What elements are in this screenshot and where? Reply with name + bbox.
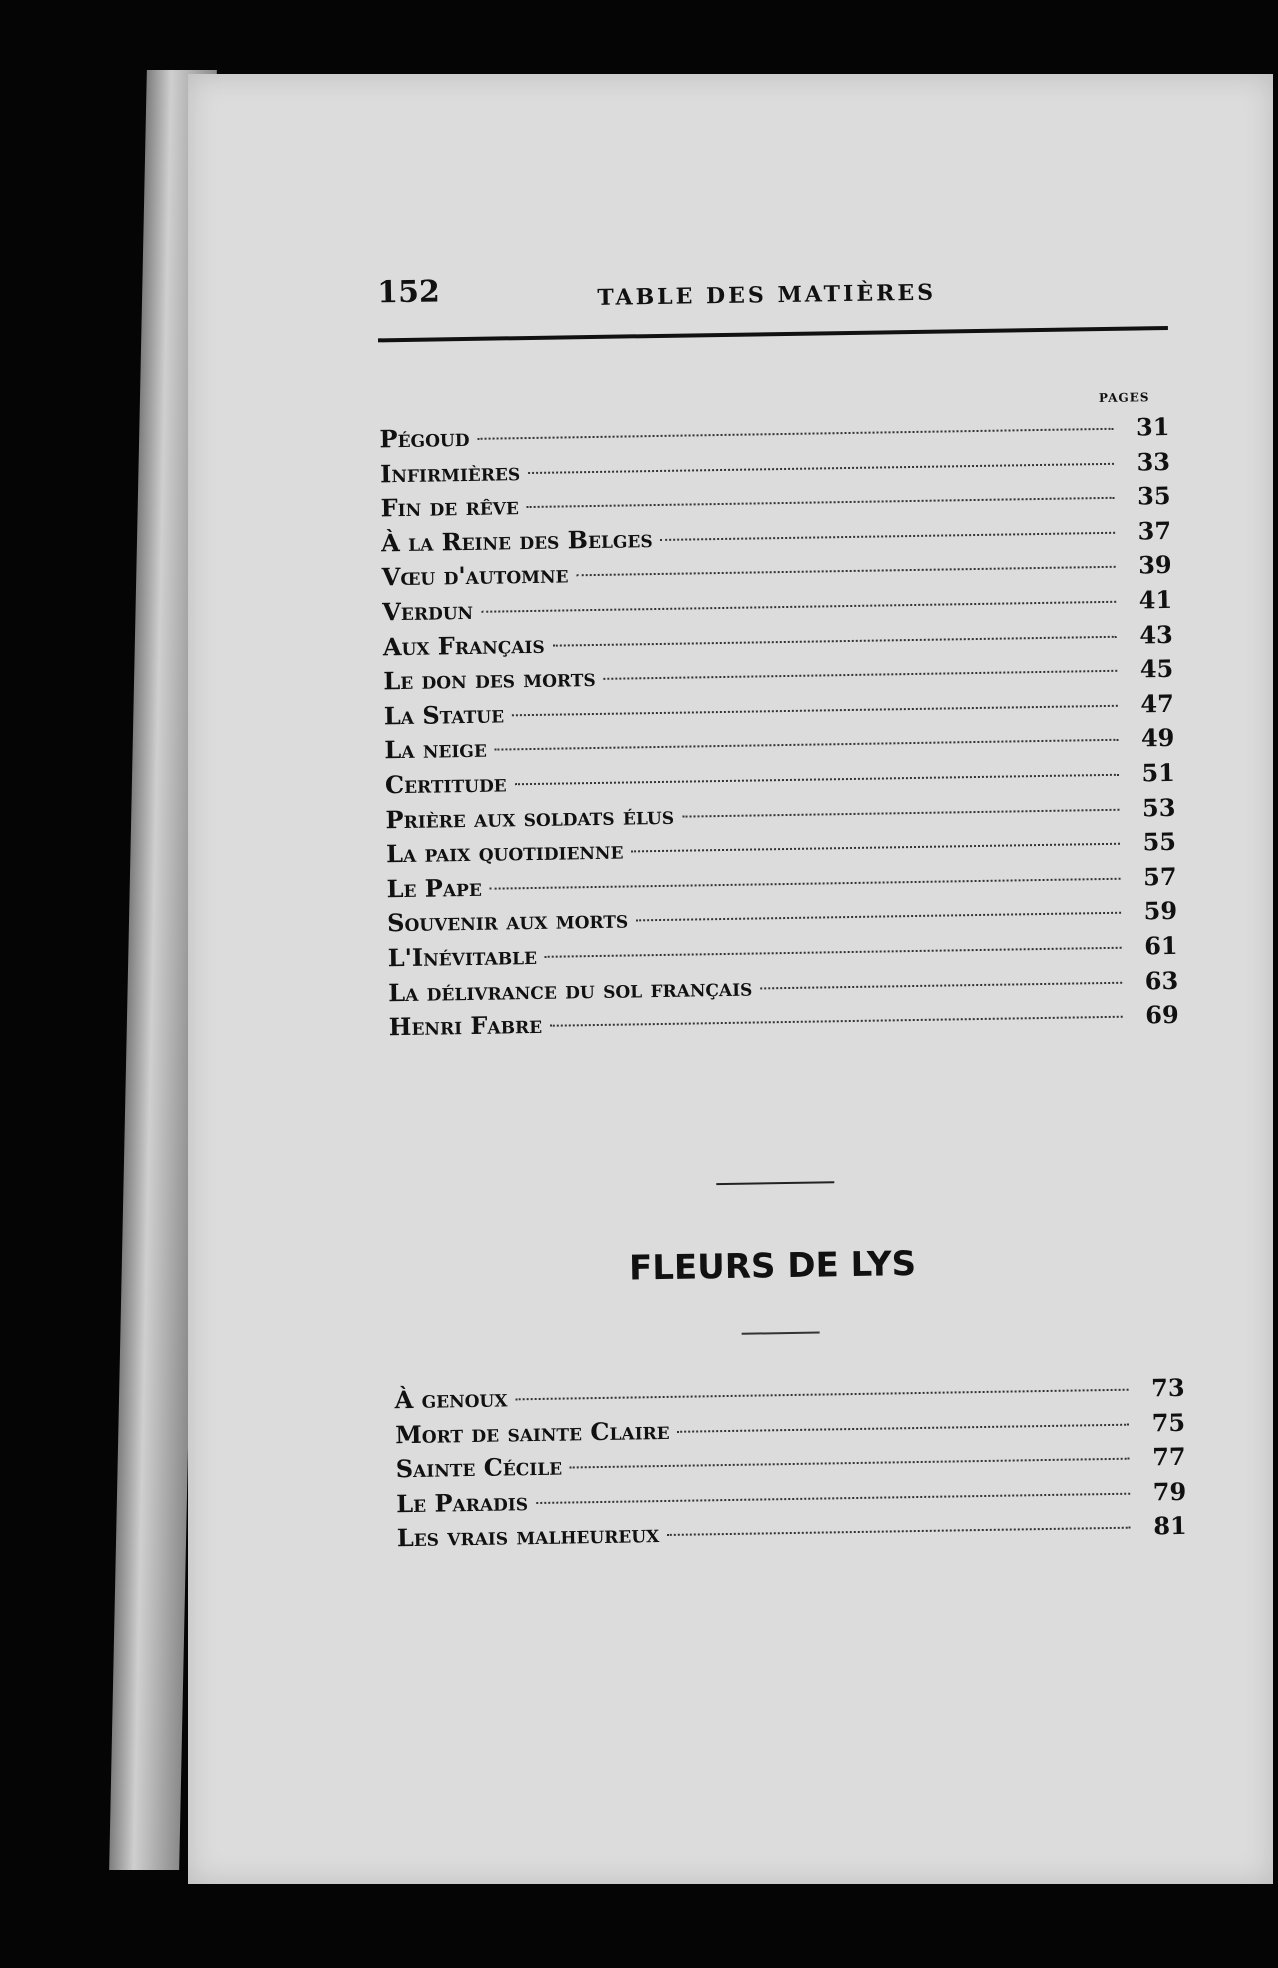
dot-leader [536,1492,1130,1503]
toc-entry-page: 59 [1143,896,1178,926]
dot-leader [760,981,1122,989]
dot-leader [553,635,1117,646]
toc-entry-title: À la Reine des Belges [380,523,653,558]
dot-leader [527,497,1115,508]
dot-leader [481,601,1116,613]
toc-entry-page: 31 [1135,411,1170,442]
toc-list-fleurs-de-lys [394,1373,1187,1558]
toc-entry-page: 37 [1137,515,1172,546]
toc-entry-title: Mort de sainte Claire [394,1415,670,1449]
dot-leader [604,670,1118,680]
page-number: 152 [376,274,441,311]
toc-entry-title: Henri Fabre [388,1009,543,1042]
toc-entry-page: 43 [1139,619,1173,650]
toc-entry-page: 35 [1136,481,1171,511]
section-title-rule [742,1332,820,1335]
dot-leader [515,1389,1128,1401]
toc-entry-page: 73 [1150,1372,1185,1403]
toc-entry-page: 51 [1141,757,1176,788]
toc-entry-title: Infirmières [379,456,521,488]
toc-entry-title: Les vrais malheureux [396,1519,660,1553]
dot-leader [570,1458,1130,1469]
page-content [174,66,1278,1893]
dot-leader [528,462,1114,473]
toc-entry-page: 45 [1139,654,1174,684]
toc-entry-page: 61 [1143,930,1178,961]
toc-entry-page: 33 [1136,446,1171,477]
toc-entry-page: 79 [1152,1476,1187,1507]
toc-entry-page: 57 [1142,861,1177,892]
toc-entry-title: La délivrance du sol français [388,972,753,1007]
dot-leader [545,947,1122,958]
dot-leader [512,705,1118,717]
toc-entry-page: 69 [1145,999,1179,1030]
toc-entry-page: 63 [1144,965,1179,995]
toc-list-main [379,412,1179,1047]
toc-entry-title: Aux Français [382,629,545,661]
dot-leader [495,739,1119,751]
toc-entry-title: L'Inévitable [387,940,538,973]
toc-entry-page: 39 [1137,550,1172,580]
dot-leader [576,566,1115,576]
pages-column-label: PAGES [1098,390,1150,406]
dot-leader [477,428,1113,440]
toc-entry-page: 55 [1142,827,1177,857]
toc-entry-page: 47 [1140,688,1175,719]
heading-rule [378,326,1168,342]
dot-leader [550,1016,1123,1027]
toc-entry-title: Sainte Cécile [395,1451,563,1484]
dot-leader [515,774,1119,785]
toc-entry-title: Verdun [382,595,474,627]
toc-entry-title: La neige [384,734,488,765]
dot-leader [490,877,1121,889]
toc-entry-title: À genoux [394,1383,508,1415]
toc-entry-page: 77 [1151,1442,1186,1472]
section-title: FLEURS DE LYS [628,1244,917,1289]
toc-entry-title: La Statue [383,699,505,731]
toc-entry-title: Vœu d'automne [381,559,569,592]
book-page [188,74,1273,1884]
toc-entry-title: Souvenir aux morts [386,904,629,938]
toc-entry-title: Prière aux soldats élus [385,800,675,834]
toc-entry-page: 53 [1141,792,1176,822]
toc-entry-title: Le Pape [386,872,482,904]
toc-entry-page: 81 [1153,1511,1187,1541]
toc-entry-page: 41 [1138,584,1173,615]
toc-entry-title: Fin de rêve [380,491,520,523]
dot-leader [661,532,1116,541]
section-divider [716,1181,834,1185]
page-heading: TABLE DES MATIÈRES [597,279,937,311]
toc-entry-title: La paix quotidienne [385,835,624,869]
dot-leader [631,843,1120,853]
toc-entry-page: 75 [1151,1407,1186,1437]
toc-entry-page: 49 [1140,723,1175,753]
toc-entry-title: Pégoud [379,422,470,454]
dot-leader [682,808,1119,817]
dot-leader [636,912,1121,922]
dot-leader [667,1527,1131,1536]
dot-leader [678,1423,1130,1432]
toc-entry-title: Certitude [384,768,507,800]
toc-entry-title: Le Paradis [396,1486,529,1518]
toc-entry-title: Le don des morts [383,663,596,696]
